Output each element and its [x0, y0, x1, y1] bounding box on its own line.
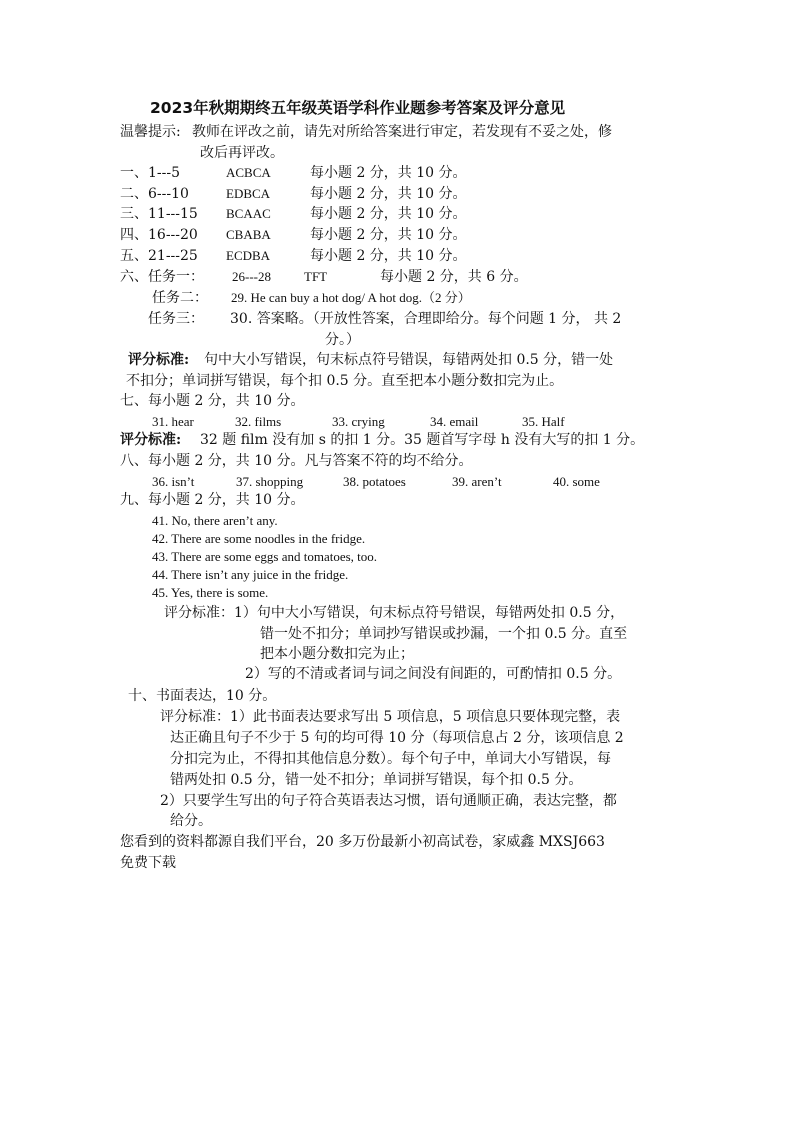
section-5-label: 五、21---25 [120, 248, 198, 264]
seven-answer-32: 32. films [235, 414, 282, 429]
footer-line-1: 您看到的资料都源自我们平台，20 多万份最新小初高试卷，家威鑫 MXSJ663 [120, 834, 605, 850]
eight-answer-40: 40. some [553, 474, 600, 489]
seven-criteria-label: 评分标准: [120, 432, 182, 448]
six-task2-text: 29. He can buy a hot dog/ A hot dog.（2 分） [231, 290, 471, 305]
ten-line-1: 评分标准：1）此书面表达要求写出 5 项信息，5 项信息只要体现完整，表 [160, 709, 621, 725]
section-4-answer: CBABA [226, 227, 271, 242]
nine-answer-41: 41. No, there aren’t any. [152, 513, 278, 528]
six-task2-label: 任务二： [152, 290, 208, 306]
section-5-score: 每小题 2 分，共 10 分。 [310, 248, 467, 264]
seven-answer-35: 35. Half [522, 414, 565, 429]
notice-line-1: 教师在评改之前，请先对所给答案进行审定，若发现有不妥之处，修 [192, 124, 612, 140]
six-task1-score: 每小题 2 分，共 6 分。 [380, 269, 528, 285]
nine-criteria-line-2: 错一处不扣分；单词抄写错误或抄漏，一个扣 0.5 分。直至 [260, 626, 628, 642]
six-task3-cont: 分。） [325, 332, 360, 348]
nine-header: 九、每小题 2 分，共 10 分。 [120, 492, 305, 508]
six-task1-label: 六、任务一： [120, 269, 204, 285]
nine-answer-42: 42. There are some noodles in the fridge. [152, 531, 366, 546]
six-task3-label: 任务三： [148, 311, 204, 327]
seven-answer-33: 33. crying [332, 414, 385, 429]
section-1-label: 一、1---5 [120, 165, 181, 181]
six-task3-text: 30. 答案略。（开放性答案，合理即给分。每个问题 1 分， 共 2 [230, 311, 622, 327]
section-2-score: 每小题 2 分，共 10 分。 [310, 186, 467, 202]
section-4-score: 每小题 2 分，共 10 分。 [310, 227, 467, 243]
section-2-answer: EDBCA [226, 186, 271, 201]
eight-answer-39: 39. aren’t [452, 474, 502, 489]
seven-header: 七、每小题 2 分，共 10 分。 [120, 393, 305, 409]
ten-line-3: 分扣完为止，不得扣其他信息分数）。每个句子中，单词大小写错误，每 [170, 751, 611, 767]
section-2-label: 二、6---10 [120, 186, 189, 202]
nine-answer-43: 43. There are some eggs and tomatoes, too. [152, 549, 378, 564]
seven-criteria-text: 32 题 film 没有加 s 的扣 1 分。35 题首写字母 h 没有大写的扣 1 分。 [200, 432, 645, 448]
section-1-answer: ACBCA [226, 165, 271, 180]
eight-answer-36: 36. isn’t [152, 474, 195, 489]
ten-line-2: 达正确且句子不少于 5 句的均可得 10 分（每项信息占 2 分，该项信息 2 [170, 730, 624, 746]
ten-header: 十、书面表达，10 分。 [128, 688, 277, 704]
nine-answer-45: 45. Yes, there is some. [152, 585, 269, 600]
section-3-label: 三、11---15 [120, 206, 198, 222]
notice-label: 温馨提示: [120, 124, 181, 140]
six-criteria-line-1: 句中大小写错误，句末标点符号错误，每错两处扣 0.5 分，错一处 [204, 352, 614, 368]
ten-line-6: 给分。 [170, 813, 212, 829]
section-1-score: 每小题 2 分，共 10 分。 [310, 165, 467, 181]
nine-criteria-line-4: 2）写的不清或者词与词之间没有间距的，可酌情扣 0.5 分。 [245, 666, 622, 682]
eight-answer-38: 38. potatoes [343, 474, 406, 489]
seven-answer-34: 34. email [430, 414, 479, 429]
eight-header: 八、每小题 2 分，共 10 分。凡与答案不符的均不给分。 [120, 453, 473, 469]
six-criteria-label: 评分标准: [128, 352, 190, 368]
ten-line-5: 2）只要学生写出的句子符合英语表达习惯，语句通顺正确，表达完整，都 [160, 793, 617, 809]
footer-line-2: 免费下载 [120, 855, 176, 871]
document-title: 2023年秋期期终五年级英语学科作业题参考答案及评分意见 [150, 99, 566, 117]
section-3-score: 每小题 2 分，共 10 分。 [310, 206, 467, 222]
nine-criteria-line-3: 把本小题分数扣完为止； [260, 646, 414, 662]
eight-answer-37: 37. shopping [236, 474, 304, 489]
six-criteria-line-2: 不扣分；单词拼写错误，每个扣 0.5 分。直至把本小题分数扣完为止。 [126, 373, 564, 389]
nine-answer-44: 44. There isn’t any juice in the fridge. [152, 567, 349, 582]
six-task1-range: 26---28 [232, 269, 271, 284]
section-5-answer: ECDBA [226, 248, 271, 263]
section-4-label: 四、16---20 [120, 227, 198, 243]
six-task1-answer: TFT [304, 269, 328, 284]
seven-answer-31: 31. hear [152, 414, 194, 429]
nine-criteria-line-1: 评分标准：1）句中大小写错误，句末标点符号错误，每错两处扣 0.5 分， [164, 605, 625, 621]
section-3-answer: BCAAC [226, 206, 271, 221]
ten-line-4: 错两处扣 0.5 分，错一处不扣分；单词拼写错误，每个扣 0.5 分。 [170, 772, 583, 788]
notice-line-2: 改后再评改。 [200, 145, 284, 161]
